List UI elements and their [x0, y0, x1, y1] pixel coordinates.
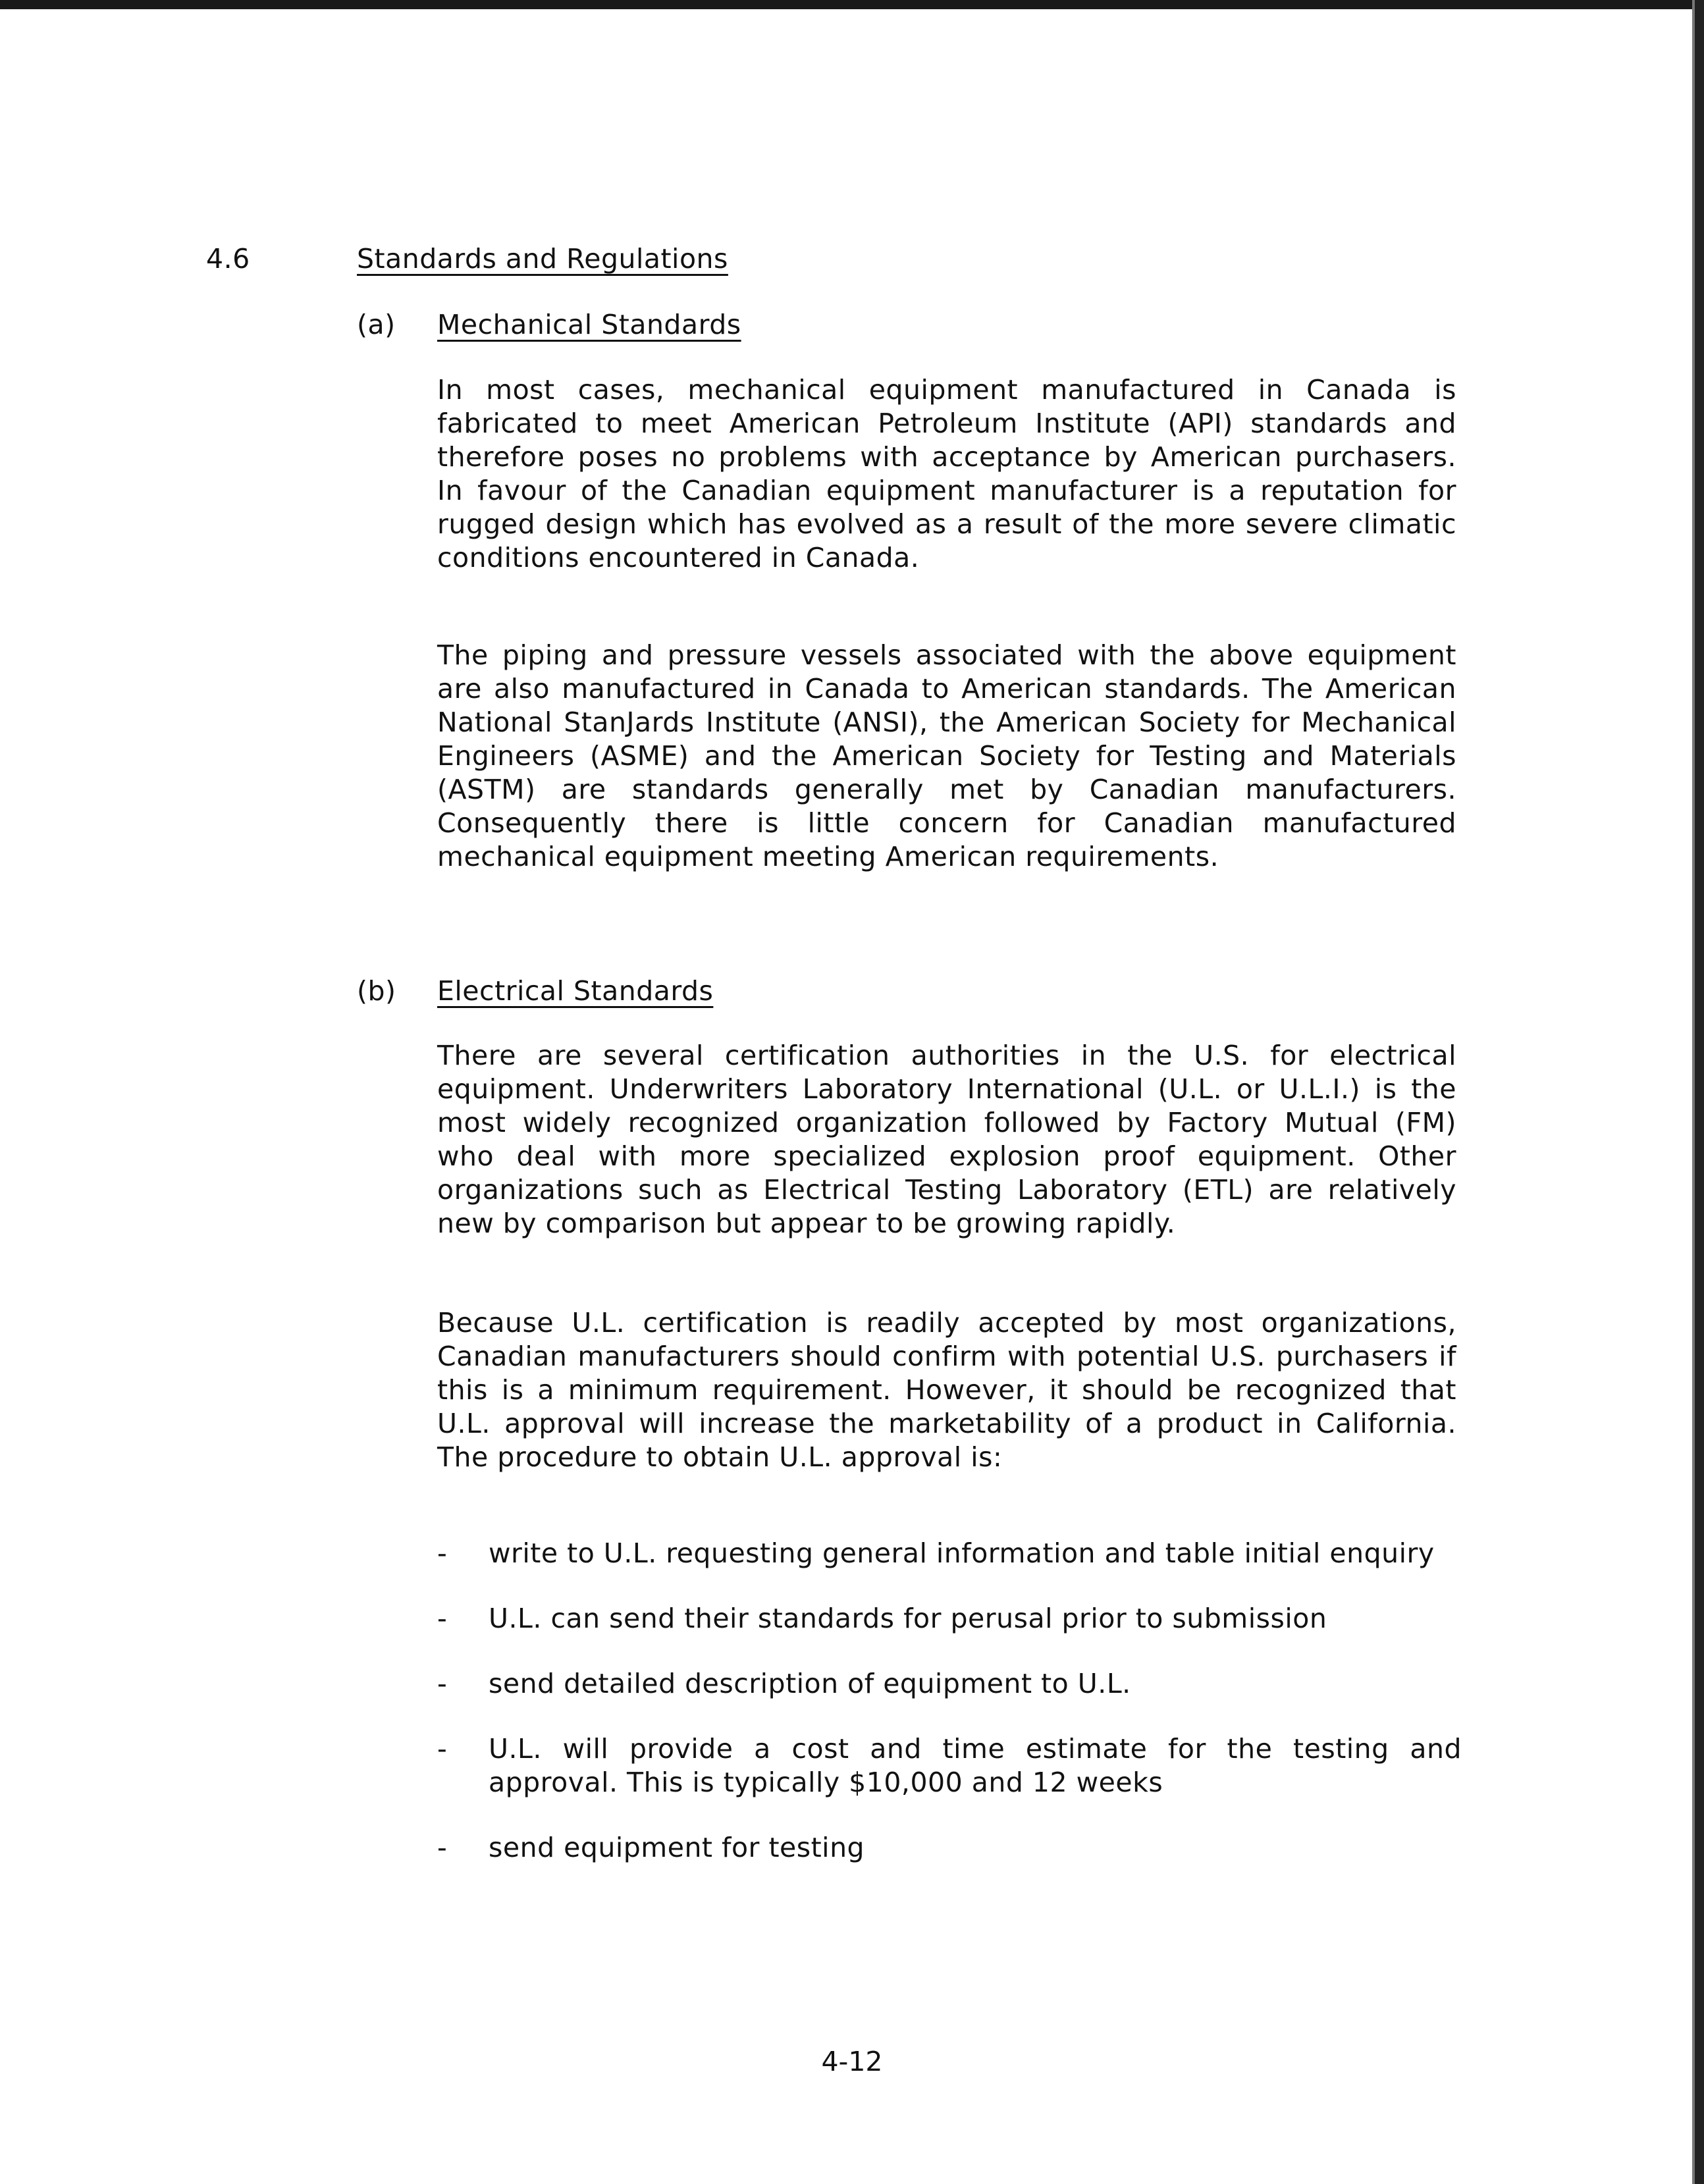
- subsection-a-title: Mechanical Standards: [437, 309, 741, 340]
- dash-bullet: -: [437, 1537, 448, 1569]
- ul-approval-steps: [437, 1537, 1462, 1896]
- page-number: 4-12: [821, 2046, 883, 2077]
- scan-border-top: [0, 0, 1704, 9]
- scan-border-right: [1695, 0, 1704, 2184]
- list-item: [437, 1537, 1462, 1570]
- section-number: 4.6: [206, 243, 250, 275]
- dash-bullet: -: [437, 1603, 448, 1634]
- step-text: U.L. will provide a cost and time estimate for the testing and approval. This is typically $10,000 and 12 weeks: [489, 1733, 1462, 1798]
- step-text: U.L. can send their standards for perusal prior to submission: [489, 1603, 1327, 1634]
- step-text: write to U.L. requesting general information and table initial enquiry: [489, 1537, 1435, 1569]
- subsection-a-marker: (a): [357, 309, 396, 340]
- dash-bullet: -: [437, 1668, 448, 1699]
- section-title: Standards and Regulations: [357, 243, 728, 275]
- list-item: [437, 1602, 1462, 1636]
- step-text: send equipment for testing: [489, 1832, 865, 1863]
- subsection-b-marker: (b): [357, 975, 396, 1007]
- list-item: [437, 1732, 1462, 1799]
- mechanical-paragraph-1: In most cases, mechanical equipment manufactured in Canada is fabricated to meet American Petroleum Institute (API) standards and therefore poses no problems with acceptance by American purchasers. In favour of the Canadian equipment manufacturer is a reputation for rugged design which has evolved as a result of the more severe climatic conditions encountered in Canada.: [437, 374, 1456, 573]
- subsection-b-title: Electrical Standards: [437, 975, 714, 1007]
- dash-bullet: -: [437, 1733, 448, 1765]
- dash-bullet: -: [437, 1832, 448, 1863]
- electrical-paragraph-2: Because U.L. certification is readily accepted by most organizations, Canadian manufacturers should confirm with potential U.S. purchasers if this is a minimum requirement. However, it should be recognized that U.L. approval will increase the marketability of a product in California. The procedure to obtain U.L. approval is:: [437, 1307, 1456, 1473]
- step-text: send detailed description of equipment to U.L.: [489, 1668, 1131, 1699]
- list-item: [437, 1667, 1462, 1701]
- electrical-paragraph-1: There are several certification authorities in the U.S. for electrical equipment. Underwriters Laboratory International (U.L. or U.L.I.) is the most widely recognized organization followed by Factory Mutual (FM) who deal with more specialized explosion proof equipment. Other organizations such as Electrical Testing Laboratory (ETL) are relatively new by comparison but appear to be growing rapidly.: [437, 1040, 1456, 1239]
- list-item: [437, 1831, 1462, 1865]
- mechanical-paragraph-2: The piping and pressure vessels associated with the above equipment are also manufactured in Canada to American standards. The American National StanJards Institute (ANSI), the American Society for Mechanical Engineers (ASME) and the American Society for Testing and Materials (ASTM) are standards generally met by Canadian manufacturers. Consequently there is little concern for Canadian manufactured mechanical equipment meeting American requirements.: [437, 639, 1456, 872]
